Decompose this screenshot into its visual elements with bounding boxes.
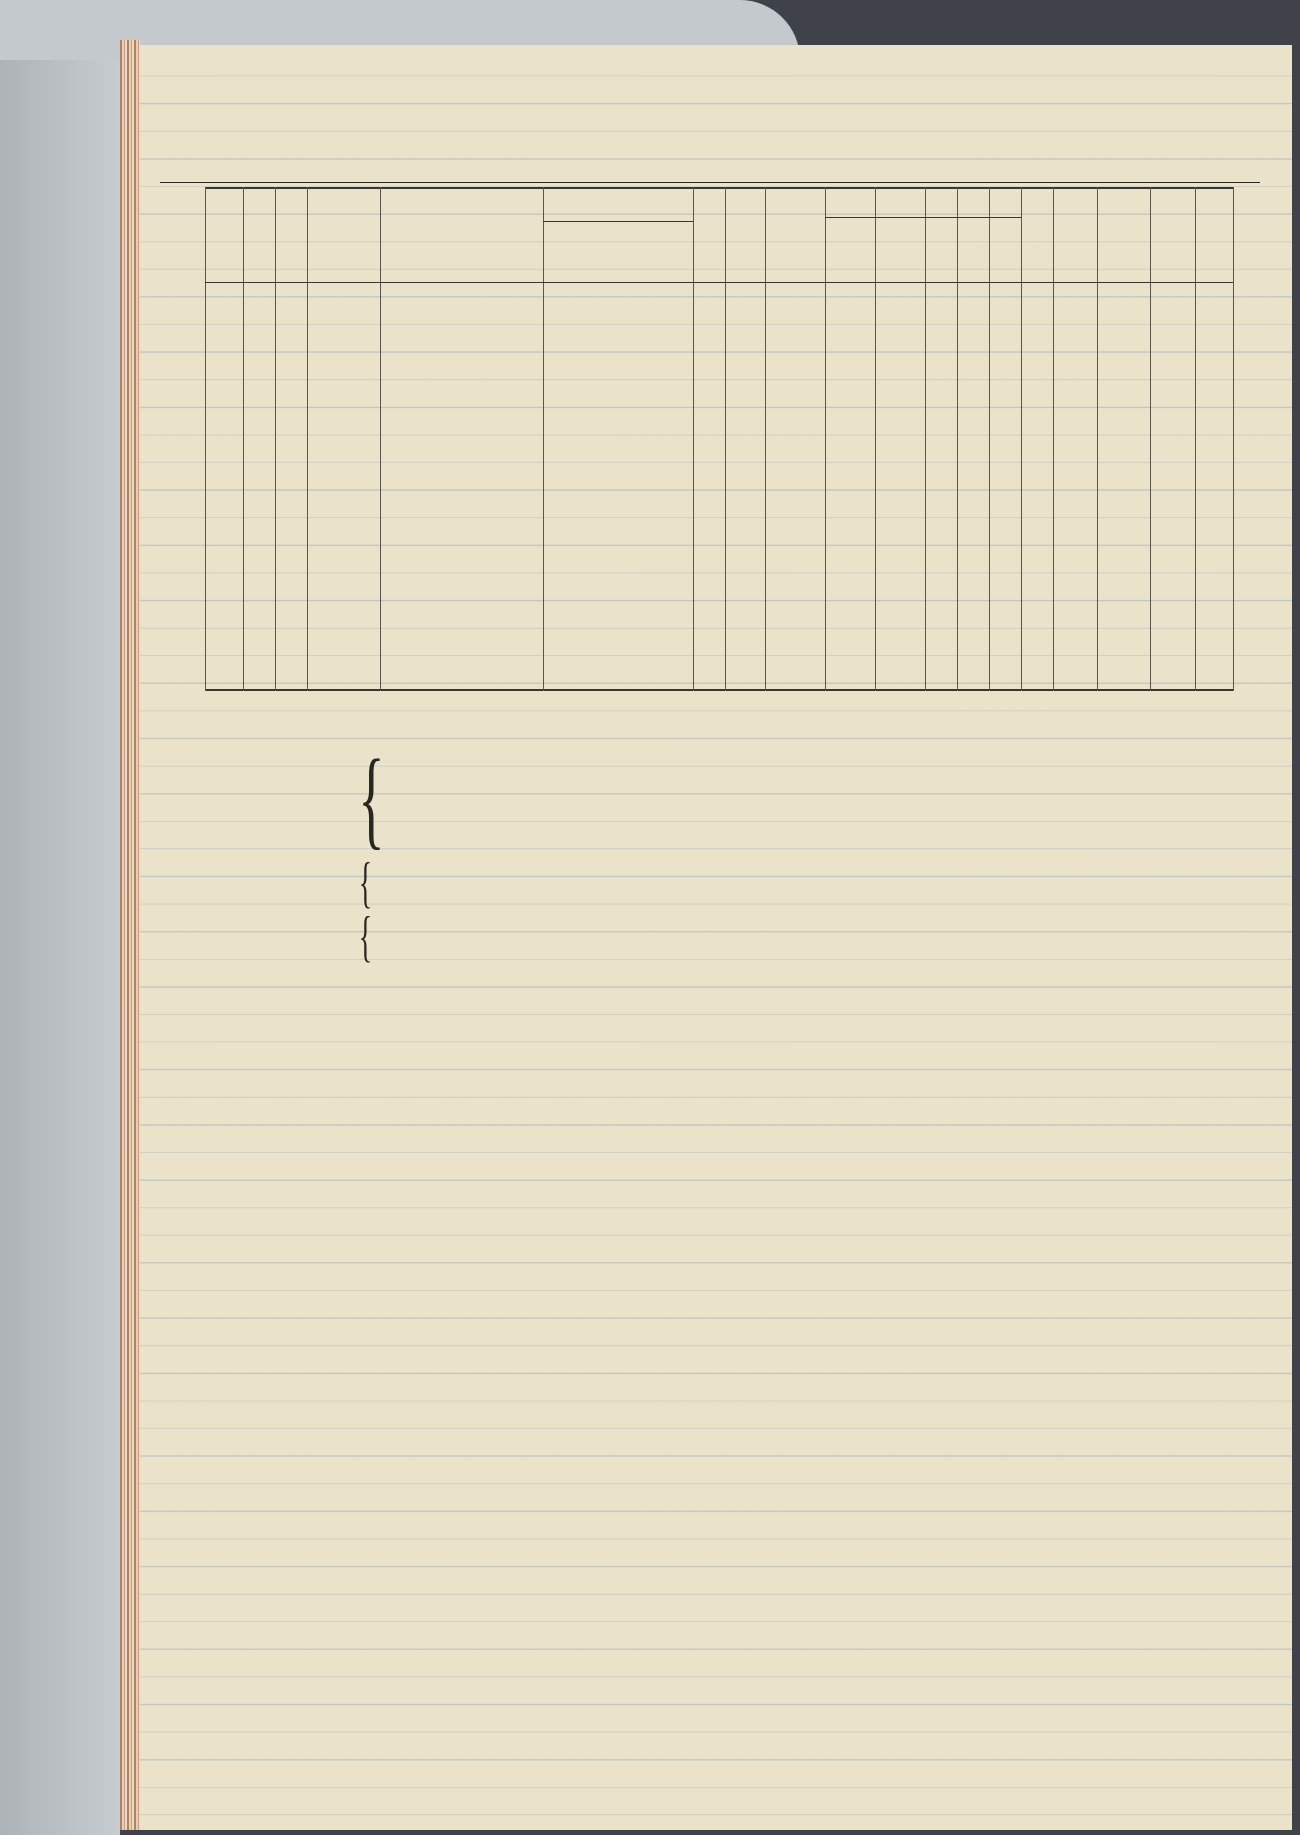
pm-log-table	[205, 1275, 1233, 1665]
table-row	[205, 455, 1233, 481]
table-row	[205, 376, 1233, 402]
table-top-rule	[205, 187, 1233, 189]
am8-brace: {	[358, 852, 373, 914]
table-row	[205, 429, 1233, 455]
daily-summary	[140, 725, 1292, 1325]
table-row	[205, 323, 1233, 349]
page-edges	[120, 40, 140, 1830]
table-row	[205, 508, 1233, 534]
table-row	[205, 587, 1233, 613]
table-row	[205, 561, 1233, 587]
table-bottom-rule	[205, 689, 1233, 691]
table-row	[205, 481, 1233, 507]
header-rule	[205, 282, 1233, 283]
am-log-table	[205, 187, 1233, 691]
column-divider	[1233, 187, 1234, 691]
title-rule	[160, 182, 1260, 183]
noon-brace: {	[358, 737, 385, 859]
table-row	[205, 402, 1233, 428]
wind-group-rule	[543, 221, 693, 222]
table-row	[205, 349, 1233, 375]
table-row	[205, 613, 1233, 639]
barometer-group-rule	[825, 217, 1021, 218]
book-cover-board	[0, 0, 120, 1835]
table-row	[205, 534, 1233, 560]
log-page	[140, 45, 1292, 1830]
pm8-brace: {	[358, 906, 373, 968]
